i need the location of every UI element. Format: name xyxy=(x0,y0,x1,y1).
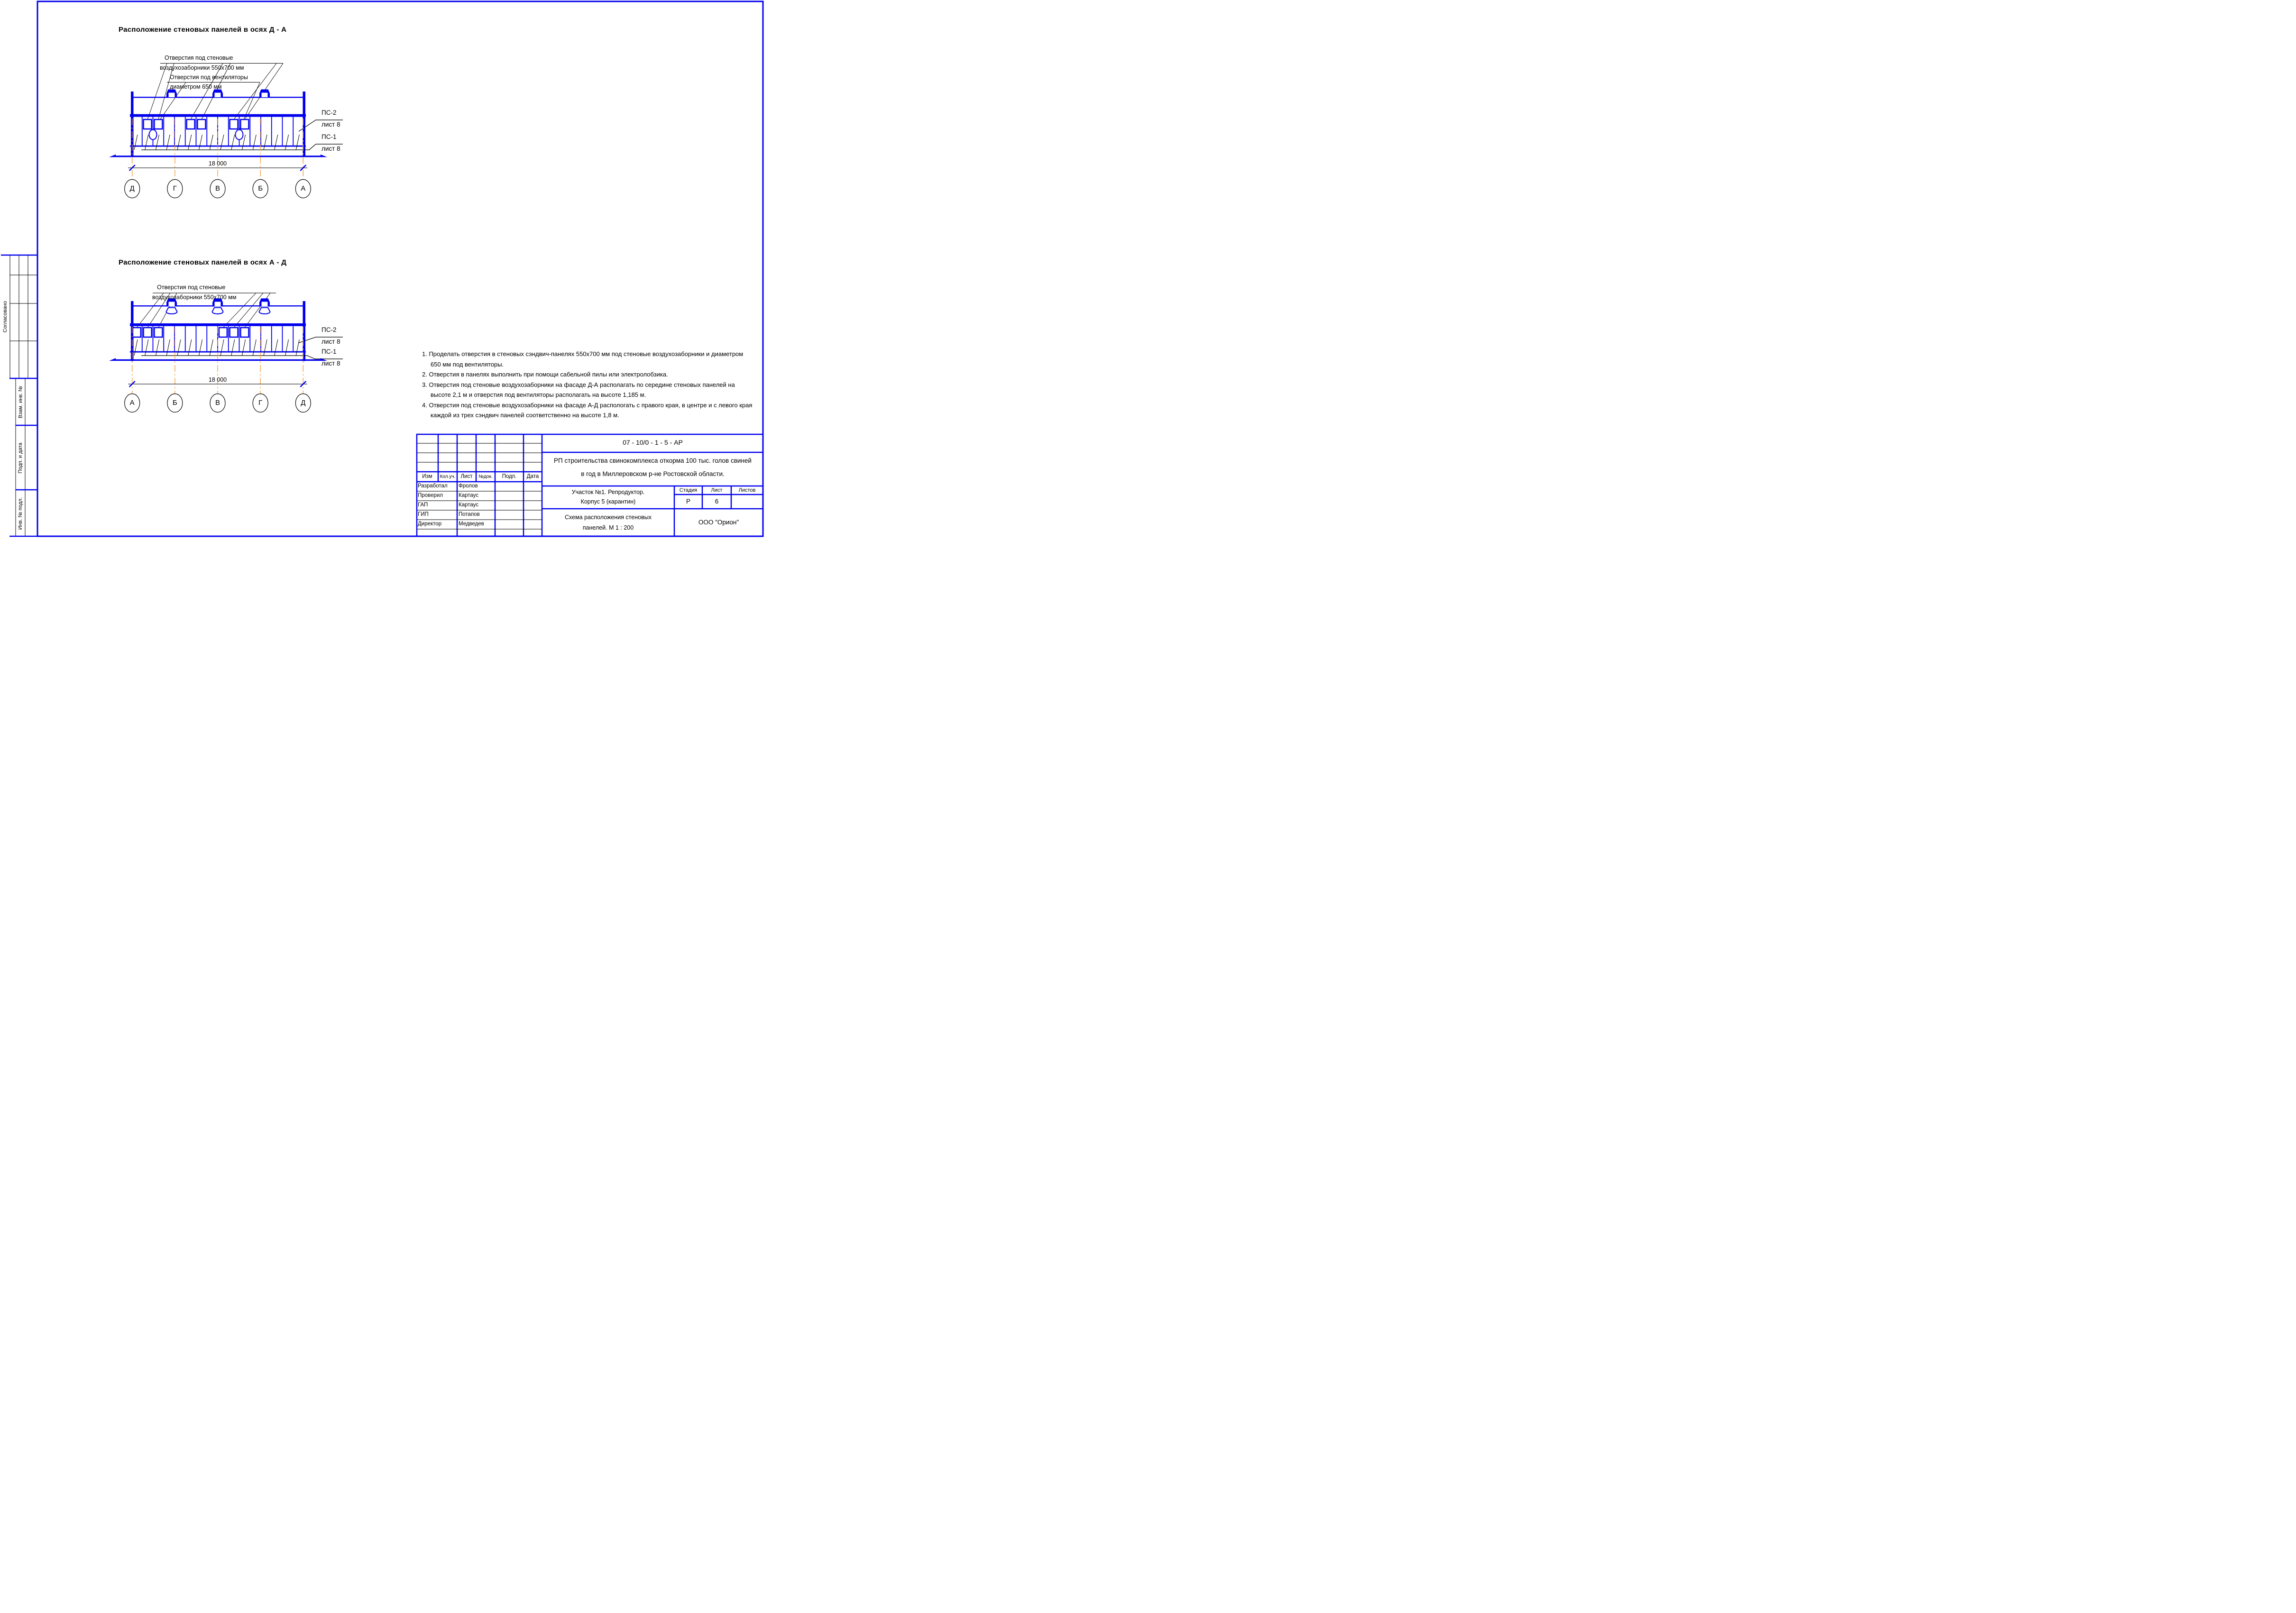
axis-bubble-top-4: Б xyxy=(258,184,263,192)
titleblock-stage-header: Стадия xyxy=(679,487,698,493)
axis-bubble-top-5: А xyxy=(301,184,306,192)
elevation-bottom-title: Расположение стеновых панелей в осях А - Д xyxy=(119,258,287,266)
titleblock-name-5: Медведев xyxy=(459,521,484,527)
callout-fan-top-line1: Отверстия под вентиляторы xyxy=(170,74,248,81)
sheet-frame xyxy=(37,1,763,536)
elevation-top-title: Расположение стеновых панелей в осях Д - А xyxy=(119,26,287,34)
sidebar-label-sign-date: Подп. и дата xyxy=(18,442,23,473)
titleblock-name-2: Картаус xyxy=(459,493,479,498)
titleblock-role-3: ГАП xyxy=(418,502,428,508)
dimension-bottom: 18 000 xyxy=(208,376,227,383)
ps1-label-top: ПС-1 xyxy=(321,133,337,140)
titleblock-name-1: Фролов xyxy=(459,483,478,489)
ps2-sheet-top: лист 8 xyxy=(321,121,340,128)
note-item-1: 1. Проделать отверстия в стеновых сэндвич-панелях 550х700 мм под стеновые воздухозаборники и диаметром 650 мм под вентиляторы. xyxy=(422,350,744,368)
callout-intake-bottom-line1: Отверстия под стеновые xyxy=(157,284,226,291)
axis-bubble-bottom-3: В xyxy=(215,399,220,407)
titleblock-col-ndok: №док. xyxy=(478,474,493,479)
note-item-2: 2. Отверстия в панелях выполнить при помощи сабельной пилы или электролобзика. xyxy=(422,371,668,378)
titleblock-project-line1: РП строительства свинокомплекса откорма 100 тыс. голов свиней xyxy=(554,457,752,464)
titleblock-list-header: Лист xyxy=(711,487,723,493)
axis-bubble-bottom-2: Б xyxy=(172,399,177,407)
ps2-sheet-bottom: лист 8 xyxy=(321,338,340,345)
elevation-top xyxy=(109,64,343,198)
ps2-label-bottom: ПС-2 xyxy=(321,326,337,333)
titleblock-project-line2: в год в Миллеровском р-не Ростовской области. xyxy=(581,470,725,477)
titleblock-company: ООО "Орион" xyxy=(698,519,739,526)
note-item-4: 4. Отверстия под стеновые воздухозаборники на фасаде А-Д распологать с правого края, в центре и с левого края каждой из трех сэндвич панелей соответственно на высоте 1,8 м. xyxy=(422,401,753,419)
titleblock-listov-header: Листов xyxy=(738,487,756,493)
titleblock-object-line2: Корпус 5 (карантин) xyxy=(580,498,636,505)
sidebar-label-agreed: Согласовано xyxy=(2,301,8,333)
titleblock-col-data: Дата xyxy=(526,474,539,479)
drawing-sheet xyxy=(0,0,765,538)
titleblock-col-list: Лист xyxy=(460,474,473,479)
ps1-sheet-bottom: лист 8 xyxy=(321,360,340,367)
dimension-top: 18 000 xyxy=(208,160,227,167)
axis-bubble-bottom-5: Д xyxy=(301,399,306,407)
notes-list xyxy=(422,349,754,421)
titleblock-stage-value: Р xyxy=(686,498,690,505)
callout-intake-bottom-line2: воздухозаборники 550х700 мм xyxy=(152,294,237,301)
titleblock-doc-title-line2: панелей. М 1 : 200 xyxy=(582,524,634,531)
titleblock-role-1: Разработал xyxy=(418,483,448,489)
titleblock-object-line1: Участок №1. Репродуктор. xyxy=(571,489,645,495)
callout-intake-top-line1: Отверстия под стеновые xyxy=(165,55,233,61)
ps1-label-bottom: ПС-1 xyxy=(321,348,337,355)
ps1-sheet-top: лист 8 xyxy=(321,145,340,152)
axis-bubble-bottom-4: Г xyxy=(258,399,263,407)
note-item-3: 3. Отверстия под стеновые воздухозаборники на фасаде Д-А располагать по середине стеновых панелей на высоте 2,1 м и отверстия под вентиляторы располагать на высоте 1,185 м. xyxy=(422,381,735,398)
sidebar-label-replacement-inv: Взам. инв. № xyxy=(18,385,23,418)
sidebar-label-inventory: Инв. № подл. xyxy=(18,497,23,530)
titleblock-designation: 07 - 10/0 - 1 - 5 - АР xyxy=(623,439,683,446)
elevation-bottom xyxy=(109,293,343,412)
callout-fan-top-line2: диаметром 650 мм xyxy=(170,83,222,90)
axis-bubble-top-3: В xyxy=(215,184,220,192)
ps2-label-top: ПС-2 xyxy=(321,109,337,116)
axis-bubble-top-2: Г xyxy=(173,184,177,192)
titleblock-role-4: ГИП xyxy=(418,512,429,517)
callout-intake-top-line2: воздухозаборники 550х700 мм xyxy=(160,64,244,71)
titleblock-role-5: Директор xyxy=(418,521,442,527)
titleblock-doc-title-line1: Схема расположения стеновых xyxy=(565,514,652,521)
axis-bubble-bottom-1: А xyxy=(129,399,135,407)
titleblock-col-koluch: Кол.уч. xyxy=(440,474,456,479)
titleblock-list-value: 6 xyxy=(715,498,719,505)
titleblock-role-2: Проверил xyxy=(418,493,443,498)
axis-bubble-top-1: Д xyxy=(129,184,135,192)
titleblock-name-3: Картаус xyxy=(459,502,479,508)
titleblock-col-podp: Подп. xyxy=(502,474,517,479)
titleblock-name-4: Потапов xyxy=(459,512,480,517)
titleblock-col-izm: Изм xyxy=(422,474,432,479)
